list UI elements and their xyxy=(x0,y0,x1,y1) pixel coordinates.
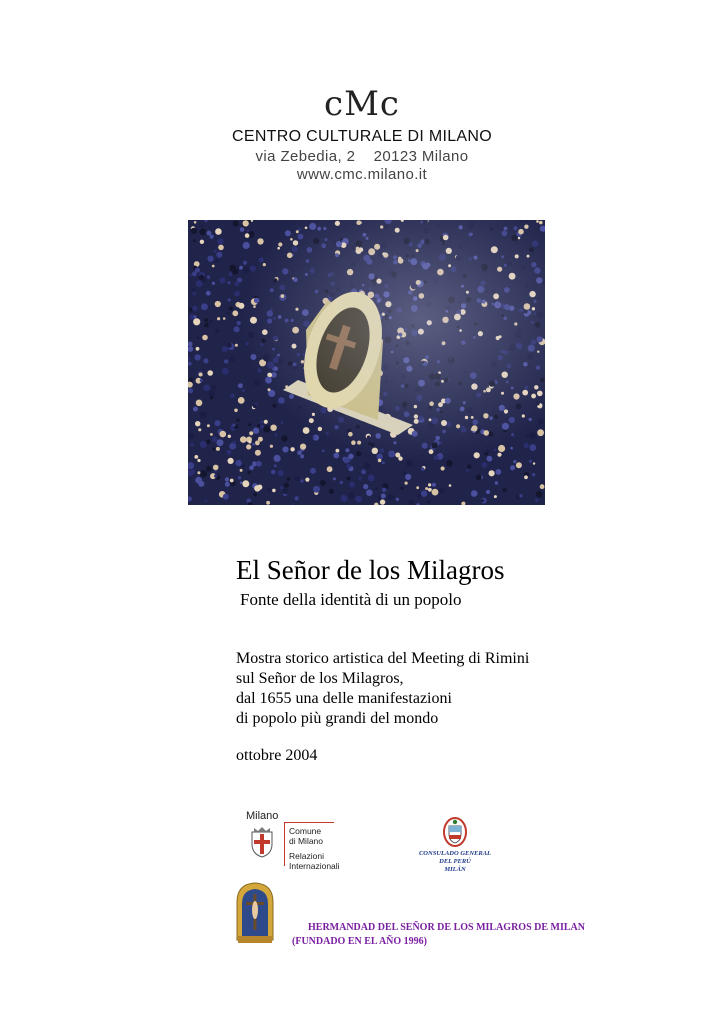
exhibition-date: ottobre 2004 xyxy=(236,747,318,764)
description-line: dal 1655 una delle manifestazioni xyxy=(236,690,452,707)
cmc-logo: cMc xyxy=(324,84,400,124)
milano-text-line: Relazioni xyxy=(289,851,324,861)
milano-wordmark: Milano xyxy=(246,810,279,822)
hermandad-founded: (FUNDADO EN EL AÑO 1996) xyxy=(292,936,428,947)
exhibition-subtitle: Fonte della identità di un popolo xyxy=(240,590,462,609)
milano-text-line: Comune xyxy=(289,826,322,836)
description-line: Mostra storico artistica del Meeting di Rimini xyxy=(236,650,530,667)
consulado-text-line: DEL PERÚ xyxy=(439,858,471,865)
description-line: di popolo più grandi del mondo xyxy=(236,710,439,727)
peru-crest-icon xyxy=(442,816,468,848)
senor-de-los-milagros-icon xyxy=(234,880,276,944)
milano-coat-of-arms-icon xyxy=(248,826,276,858)
org-website[interactable]: www.cmc.milano.it xyxy=(296,166,428,183)
milano-divider-vertical xyxy=(284,822,285,866)
milano-text-line: Internazionali xyxy=(289,861,340,871)
consulado-text-line: MILÁN xyxy=(444,866,466,873)
milano-text-line: di Milano xyxy=(289,836,324,846)
exhibition-title: El Señor de los Milagros xyxy=(236,555,505,585)
hermandad-name: HERMANDAD DEL SEÑOR DE LOS MILAGROS DE MILAN xyxy=(308,922,585,933)
org-address: via Zebedia, 2 20123 Milano xyxy=(255,148,469,165)
consulado-text-line: CONSULADO GENERAL xyxy=(418,850,492,857)
org-name: CENTRO CULTURALE DI MILANO xyxy=(232,128,492,145)
milano-divider-horizontal xyxy=(284,822,334,823)
description-line: sul Señor de los Milagros, xyxy=(236,670,404,687)
procession-photo xyxy=(188,220,545,505)
